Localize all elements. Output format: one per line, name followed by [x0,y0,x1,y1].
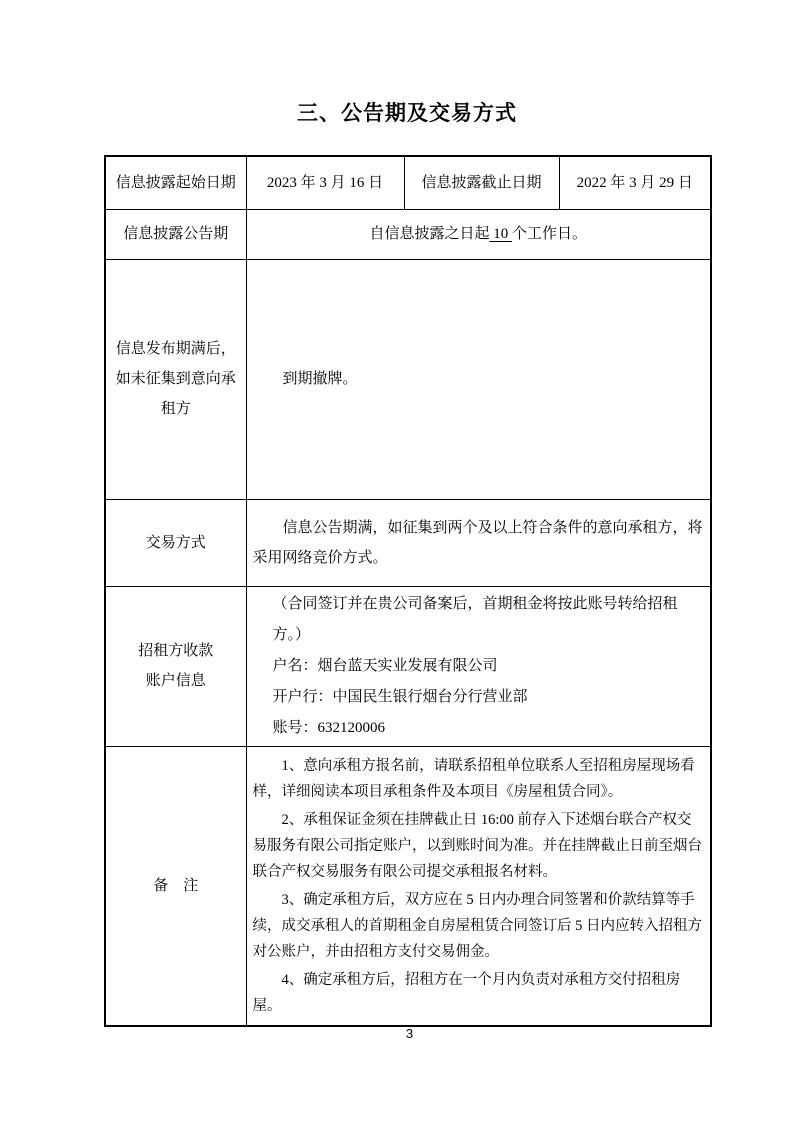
expiry-value-cell [246,259,711,499]
end-date-label-cell: 信息披露截止日期 [404,156,559,209]
table-row-announcement-period [105,209,711,259]
start-date-value-cell: 2023 年 3 月 16 日 [246,156,404,209]
account-name-line: 户名：烟台蓝天实业发展有限公司 [272,657,498,674]
expiry-label-cell [105,259,246,499]
expiry-label-line: 租方 [160,401,191,417]
announcement-table [104,155,712,1027]
bank-line: 开户行：中国民生银行烟台分行营业部 [272,688,528,705]
account-number-line: 账号：632120006 [272,719,386,736]
table-row-disclosure-dates [105,156,711,209]
page-number: 3 [405,1026,414,1041]
end-date-value-cell: 2022 年 3 月 29 日 [559,156,711,209]
period-suffix: 个工作日。 [512,226,588,242]
payee-account-label-line: 账户信息 [145,673,206,689]
transaction-method-label-cell: 交易方式 [105,499,246,586]
underlined-days: 10 [489,226,512,242]
announcement-period-label-cell: 信息披露公告期 [105,209,246,259]
expiry-value-text: 到期撤牌。 [282,371,358,387]
payee-account-label-cell [105,586,246,746]
remark-item-1: 1、意向承租方报名前，请联系招租单位联系人至招租房屋现场看样，详细阅读本项目承租条件及本项目《房屋租赁合同》。 [252,757,695,800]
transaction-method-value-cell [246,499,711,586]
remark-item-3: 3、确定承租方后，双方应在 5 日内办理合同签署和价款结算等手续，成交承租人的首期租金自房屋租赁合同签订后 5 日内应转入招租方对公账户，并由招租方支付交易佣金。 [252,891,702,960]
transaction-method-text: 信息公告期满，如征集到两个及以上符合条件的意向承租方，将采用网络竞价方式。 [252,519,703,566]
page-title: 三、公告期及交易方式 [297,101,517,125]
remarks-value-cell [246,746,711,1026]
payee-account-value-cell [246,586,711,746]
remark-item-4: 4、确定承租方后，招租方在一个月内负责对承租方交付招租房屋。 [252,971,681,1014]
table-row-expiry [105,259,711,499]
remark-item-2: 2、承租保证金须在挂牌截止日 16:00 前存入下述烟台联合产权交易服务有限公司指定账户，以到账时间为准。并在挂牌截止日前至烟台联合产权交易服务有限公司提交承租报名材料。 [252,811,702,880]
payee-account-label-line: 招租方收款 [138,643,214,659]
period-prefix: 自信息披露之日起 [369,226,490,242]
account-note-line: （合同签订并在贵公司备案后，首期租金将按此账号转给招租方。） [272,595,678,643]
announcement-period-value-cell [246,209,711,259]
expiry-label-line: 信息发布期满后， [115,341,236,357]
start-date-label-cell: 信息披露起始日期 [105,156,246,209]
table-row-remarks [105,746,711,1026]
expiry-label-line: 如未征集到意向承 [115,371,236,387]
table-row-transaction-method [105,499,711,586]
table-row-payee-account [105,586,711,746]
remarks-label-cell: 备 注 [105,746,246,1026]
